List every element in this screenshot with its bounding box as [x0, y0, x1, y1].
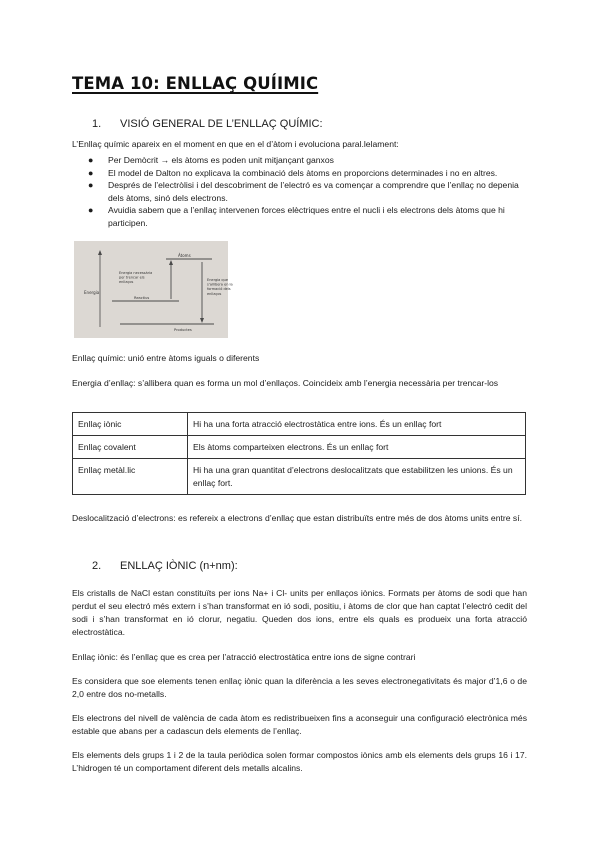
table-cell-description: Hi ha una gran quantitat d’electrons deslocalitzats que estabilitzen les unions. És un enllaç fort.	[188, 459, 526, 495]
ionic-paragraph-1: Els cristalls de NaCl estan constituïts per ions Na+ i Cl- units per enllaços iònics. Formats per àtoms de sodi que han perdut el seu electró més extern i s’han transformat en ió sodi, positiu, i àtoms de clor que han captat l’electró cedit del sodi i s’han transformat en ió clorur, negatiu. Queden dos ions, entre els quals es produeix una forta atracció electrostàtica.	[72, 588, 527, 637]
bond-energy-diagram-svg	[74, 241, 233, 338]
table-row	[73, 436, 526, 459]
section-1-intro: L’Enllaç químic apareix en el moment en que en el d’àtom i evoluciona paral.lelament:	[72, 139, 399, 149]
bullet-icon: ●	[88, 167, 94, 178]
energy-absorbed-label: Energia necessària per trencar els enllaços	[119, 271, 153, 285]
bond-energy-definition: Energia d’enllaç: s’allibera quan es forma un mol d’enllaços. Coincideix amb l’energia necessària per trencar-los	[72, 378, 499, 388]
energy-axis-label: Energia	[84, 290, 100, 295]
table-cell-type: Enllaç covalent	[73, 436, 188, 459]
bullet-icon: ●	[88, 155, 94, 165]
list-item: ● Per Demòcrit → els àtoms es poden unit mitjançant ganxos	[88, 155, 334, 165]
delocalization-definition: Deslocalització d’electrons: es refereix a electrons d’enllaç que estan distribuïts entre més de dos àtoms units entre sí.	[72, 513, 522, 523]
reactants-label: Reactius	[134, 296, 150, 300]
table-row	[73, 459, 526, 495]
section-1-title: VISIÓ GENERAL DE L’ENLLAÇ QUÍMIC:	[120, 118, 323, 130]
table-cell-type: Enllaç iònic	[73, 413, 188, 436]
ionic-paragraph-4: Els electrons del nivell de valència de cada àtom es redistribueixen fins a aconseguir una configuració electrònica més estable que abans per a cadascun dels elements de l’enllaç.	[72, 713, 527, 736]
bond-definition: Enllaç químic: unió entre àtoms iguals o diferents	[72, 353, 260, 363]
table-row	[73, 413, 526, 436]
list-item: ● El model de Dalton no explicava la combinació dels àtoms en proporcions determinades i no en altres.	[88, 167, 498, 178]
products-label: Productes	[174, 328, 192, 332]
energy-released-label: Energia que s’allibera en la formació dels enllaços	[207, 278, 233, 296]
table-cell-description: Els àtoms comparteixen electrons. És un enllaç fort	[188, 436, 526, 459]
bullet-icon: ●	[88, 205, 94, 216]
atoms-label: Àtoms	[178, 253, 191, 258]
list-item: ● Després de l’electròlisi i del descobriment de l’electró es va començar a comprendre que l’enllaç no depenia dels àtoms, sinó dels electrons.	[88, 180, 519, 203]
table-cell-description: Hi ha una forta atracció electrostàtica entre ions. És un enllaç fort	[188, 413, 526, 436]
table-cell-type: Enllaç metàl.lic	[73, 459, 188, 495]
bond-energy-diagram	[74, 241, 233, 338]
bullet-icon: ●	[88, 180, 94, 191]
section-2-number: 2.	[92, 560, 102, 572]
ionic-paragraph-3: Es considera que soe elements tenen enllaç iònic quan la diferència a les seves electronegativitats és major d’1,6 o de 2,0 entre dos no-metalls.	[72, 676, 527, 699]
ionic-paragraph-2: Enllaç iònic: és l’enllaç que es crea per l’atracció electrostàtica entre ions de signe contrari	[72, 652, 416, 662]
section-2-title: ENLLAÇ IÒNIC (n+nm):	[120, 560, 238, 572]
ionic-paragraph-5: Els elements dels grups 1 i 2 de la taula periòdica solen formar compostos iònics amb els elements dels grups 16 i 17. L’hidrogen té un comportament diferent dels metalls alcalins.	[72, 750, 527, 773]
bond-types-table	[72, 412, 526, 495]
section-1-number: 1.	[92, 118, 102, 130]
history-bullet-list	[72, 154, 528, 230]
list-item: ● Avuidia sabem que a l’enllaç intervenen forces elèctriques entre el nucli i els electrons dels àtoms que hi participen.	[88, 205, 505, 228]
page-title: TEMA 10: ENLLAÇ QUÍIMIC	[72, 74, 319, 93]
